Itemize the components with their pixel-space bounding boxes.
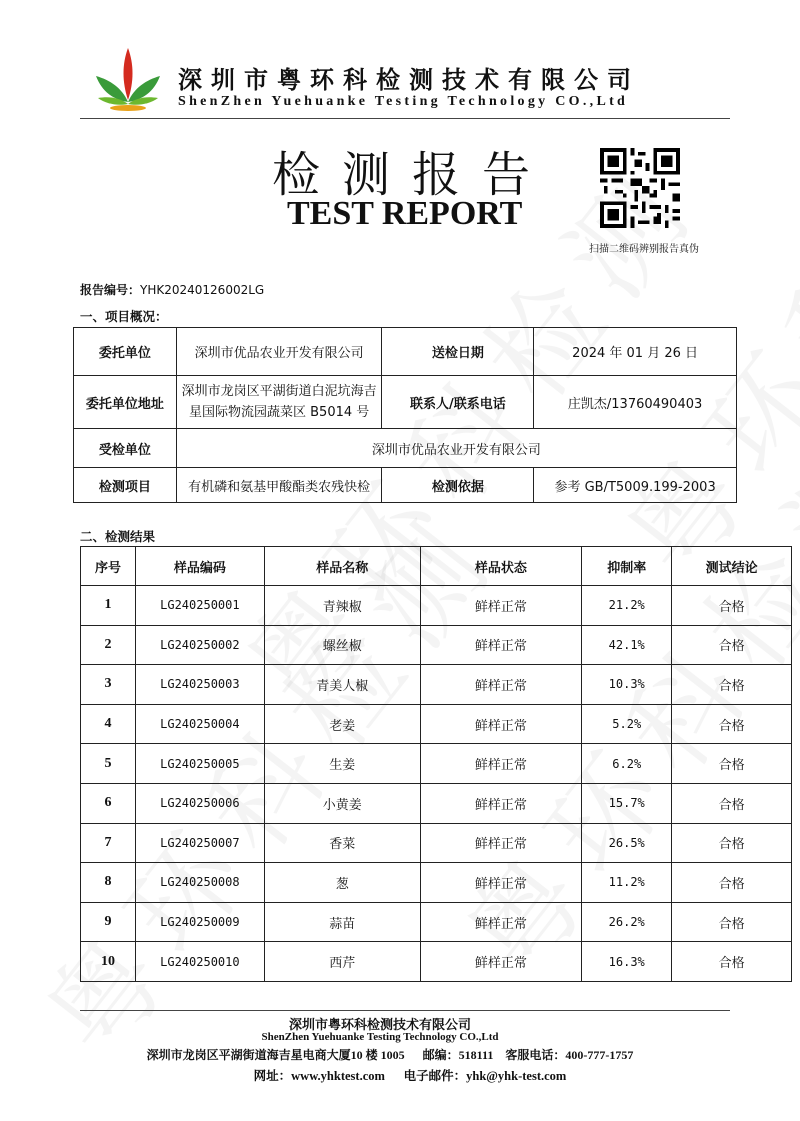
inhibition-rate-cell: 5.2% (582, 704, 672, 744)
sample-name-cell: 小黄姜 (264, 783, 420, 823)
header-conclusion: 测试结论 (672, 547, 792, 586)
conclusion-cell: 合格 (672, 783, 792, 823)
inspected-unit-label: 受检单位 (74, 429, 177, 468)
sample-code-cell: LG240250002 (135, 625, 264, 665)
sample-state-cell: 鲜样正常 (420, 942, 582, 982)
inhibition-rate-cell: 11.2% (582, 863, 672, 903)
index-cell: 4 (81, 704, 136, 744)
conclusion-cell: 合格 (672, 902, 792, 942)
inhibition-rate-cell: 26.2% (582, 902, 672, 942)
test-basis-value: 参考 GB/T5009.199-2003 (534, 468, 737, 503)
index-cell: 5 (81, 744, 136, 784)
project-info-table (73, 327, 737, 503)
table-row (81, 625, 792, 665)
conclusion-cell: 合格 (672, 586, 792, 626)
sample-name-cell: 青辣椒 (264, 586, 420, 626)
section-title-results: 二、检测结果 (80, 529, 156, 544)
conclusion-cell: 合格 (672, 625, 792, 665)
footer-company-cn: 深圳市粤环科检测技术有限公司 (288, 1017, 471, 1032)
footer-website-email: 网址：www.yhktest.com 电子邮件：yhk@yhk-test.com (253, 1069, 567, 1083)
qr-code-icon (600, 148, 680, 228)
sample-code-cell: LG240250006 (135, 783, 264, 823)
index-cell: 7 (81, 823, 136, 863)
index-cell: 8 (81, 863, 136, 903)
header-index: 序号 (81, 547, 136, 586)
index-cell: 10 (81, 942, 136, 982)
header-divider (80, 118, 730, 119)
contact-label: 联系人/联系电话 (382, 376, 534, 429)
inspected-unit-value: 深圳市优品农业开发有限公司 (176, 429, 736, 468)
sample-state-cell: 鲜样正常 (420, 586, 582, 626)
sample-name-cell: 青美人椒 (264, 665, 420, 705)
index-cell: 6 (81, 783, 136, 823)
table-row (81, 823, 792, 863)
conclusion-cell: 合格 (672, 863, 792, 903)
sample-state-cell: 鲜样正常 (420, 744, 582, 784)
test-item-value: 有机磷和氨基甲酸酯类农残快检 (176, 468, 382, 503)
table-row (81, 783, 792, 823)
table-row (81, 863, 792, 903)
results-table (80, 546, 792, 982)
sample-name-cell: 香菜 (264, 823, 420, 863)
table-row (81, 902, 792, 942)
report-title-en: TEST REPORT (287, 195, 523, 232)
conclusion-cell: 合格 (672, 744, 792, 784)
results-header-row (81, 547, 792, 586)
date-label: 送检日期 (382, 328, 534, 376)
date-value: 2024 年 01 月 26 日 (534, 328, 737, 376)
inhibition-rate-cell: 6.2% (582, 744, 672, 784)
sample-code-cell: LG240250009 (135, 902, 264, 942)
sample-state-cell: 鲜样正常 (420, 823, 582, 863)
address-label: 委托单位地址 (74, 376, 177, 429)
test-item-label: 检测项目 (74, 468, 177, 503)
sample-code-cell: LG240250003 (135, 665, 264, 705)
sample-state-cell: 鲜样正常 (420, 902, 582, 942)
header-inhibition-rate: 抑制率 (582, 547, 672, 586)
table-row (81, 744, 792, 784)
section-title-overview: 一、项目概况： (80, 309, 168, 324)
sample-code-cell: LG240250010 (135, 942, 264, 982)
test-basis-label: 检测依据 (382, 468, 534, 503)
table-row (81, 665, 792, 705)
sample-state-cell: 鲜样正常 (420, 665, 582, 705)
footer-company-en: ShenZhen Yuehuanke Testing Technology CO.,Ltd (261, 1031, 499, 1043)
company-name-cn: 深圳市粤环科检测技术有限公司 (178, 66, 640, 94)
table-row (81, 942, 792, 982)
sample-name-cell: 老姜 (264, 704, 420, 744)
header-sample-name: 样品名称 (264, 547, 420, 586)
conclusion-cell: 合格 (672, 823, 792, 863)
inhibition-rate-cell: 42.1% (582, 625, 672, 665)
inhibition-rate-cell: 26.5% (582, 823, 672, 863)
footer-divider (80, 1010, 730, 1011)
index-cell: 3 (81, 665, 136, 705)
header-sample-state: 样品状态 (420, 547, 582, 586)
sample-code-cell: LG240250001 (135, 586, 264, 626)
sample-name-cell: 葱 (264, 863, 420, 903)
inhibition-rate-cell: 16.3% (582, 942, 672, 982)
inhibition-rate-cell: 21.2% (582, 586, 672, 626)
client-value: 深圳市优品农业开发有限公司 (176, 328, 382, 376)
report-title-cn: 检测报告 (272, 147, 553, 203)
contact-value: 庄凯杰/13760490403 (534, 376, 737, 429)
table-row (81, 704, 792, 744)
sample-state-cell: 鲜样正常 (420, 783, 582, 823)
sample-code-cell: LG240250005 (135, 744, 264, 784)
sample-state-cell: 鲜样正常 (420, 863, 582, 903)
sample-name-cell: 生姜 (264, 744, 420, 784)
header-sample-code: 样品编码 (135, 547, 264, 586)
report-number-label: 报告编号： (80, 283, 141, 297)
qr-caption: 扫描二维码辨别报告真伪 (589, 244, 699, 255)
sample-name-cell: 西芹 (264, 942, 420, 982)
sample-code-cell: LG240250008 (135, 863, 264, 903)
conclusion-cell: 合格 (672, 942, 792, 982)
index-cell: 9 (81, 902, 136, 942)
address-line-1: 深圳市龙岗区平湖街道白泥坑海吉 (181, 384, 377, 399)
sample-name-cell: 蒜苗 (264, 902, 420, 942)
inhibition-rate-cell: 15.7% (582, 783, 672, 823)
sample-code-cell: LG240250007 (135, 823, 264, 863)
conclusion-cell: 合格 (672, 704, 792, 744)
table-row (81, 586, 792, 626)
sample-name-cell: 螺丝椒 (264, 625, 420, 665)
sample-code-cell: LG240250004 (135, 704, 264, 744)
index-cell: 2 (81, 625, 136, 665)
address-value (176, 376, 382, 429)
company-name-en: ShenZhen Yuehuanke Testing Technology CO.,Ltd (178, 94, 629, 109)
index-cell: 1 (81, 586, 136, 626)
client-label: 委托单位 (74, 328, 177, 376)
green-sprout-logo-icon (92, 42, 164, 112)
footer-address: 深圳市龙岗区平湖街道海吉星电商大厦10 楼 1005 邮编：518111 客服电话：400-777-1757 (146, 1048, 634, 1062)
report-number (80, 281, 264, 298)
conclusion-cell: 合格 (672, 665, 792, 705)
sample-state-cell: 鲜样正常 (420, 704, 582, 744)
sample-state-cell: 鲜样正常 (420, 625, 582, 665)
inhibition-rate-cell: 10.3% (582, 665, 672, 705)
report-number-value: YHK20240126002LG (140, 283, 265, 297)
address-line-2: 星国际物流园蔬菜区 B5014 号 (189, 405, 370, 420)
